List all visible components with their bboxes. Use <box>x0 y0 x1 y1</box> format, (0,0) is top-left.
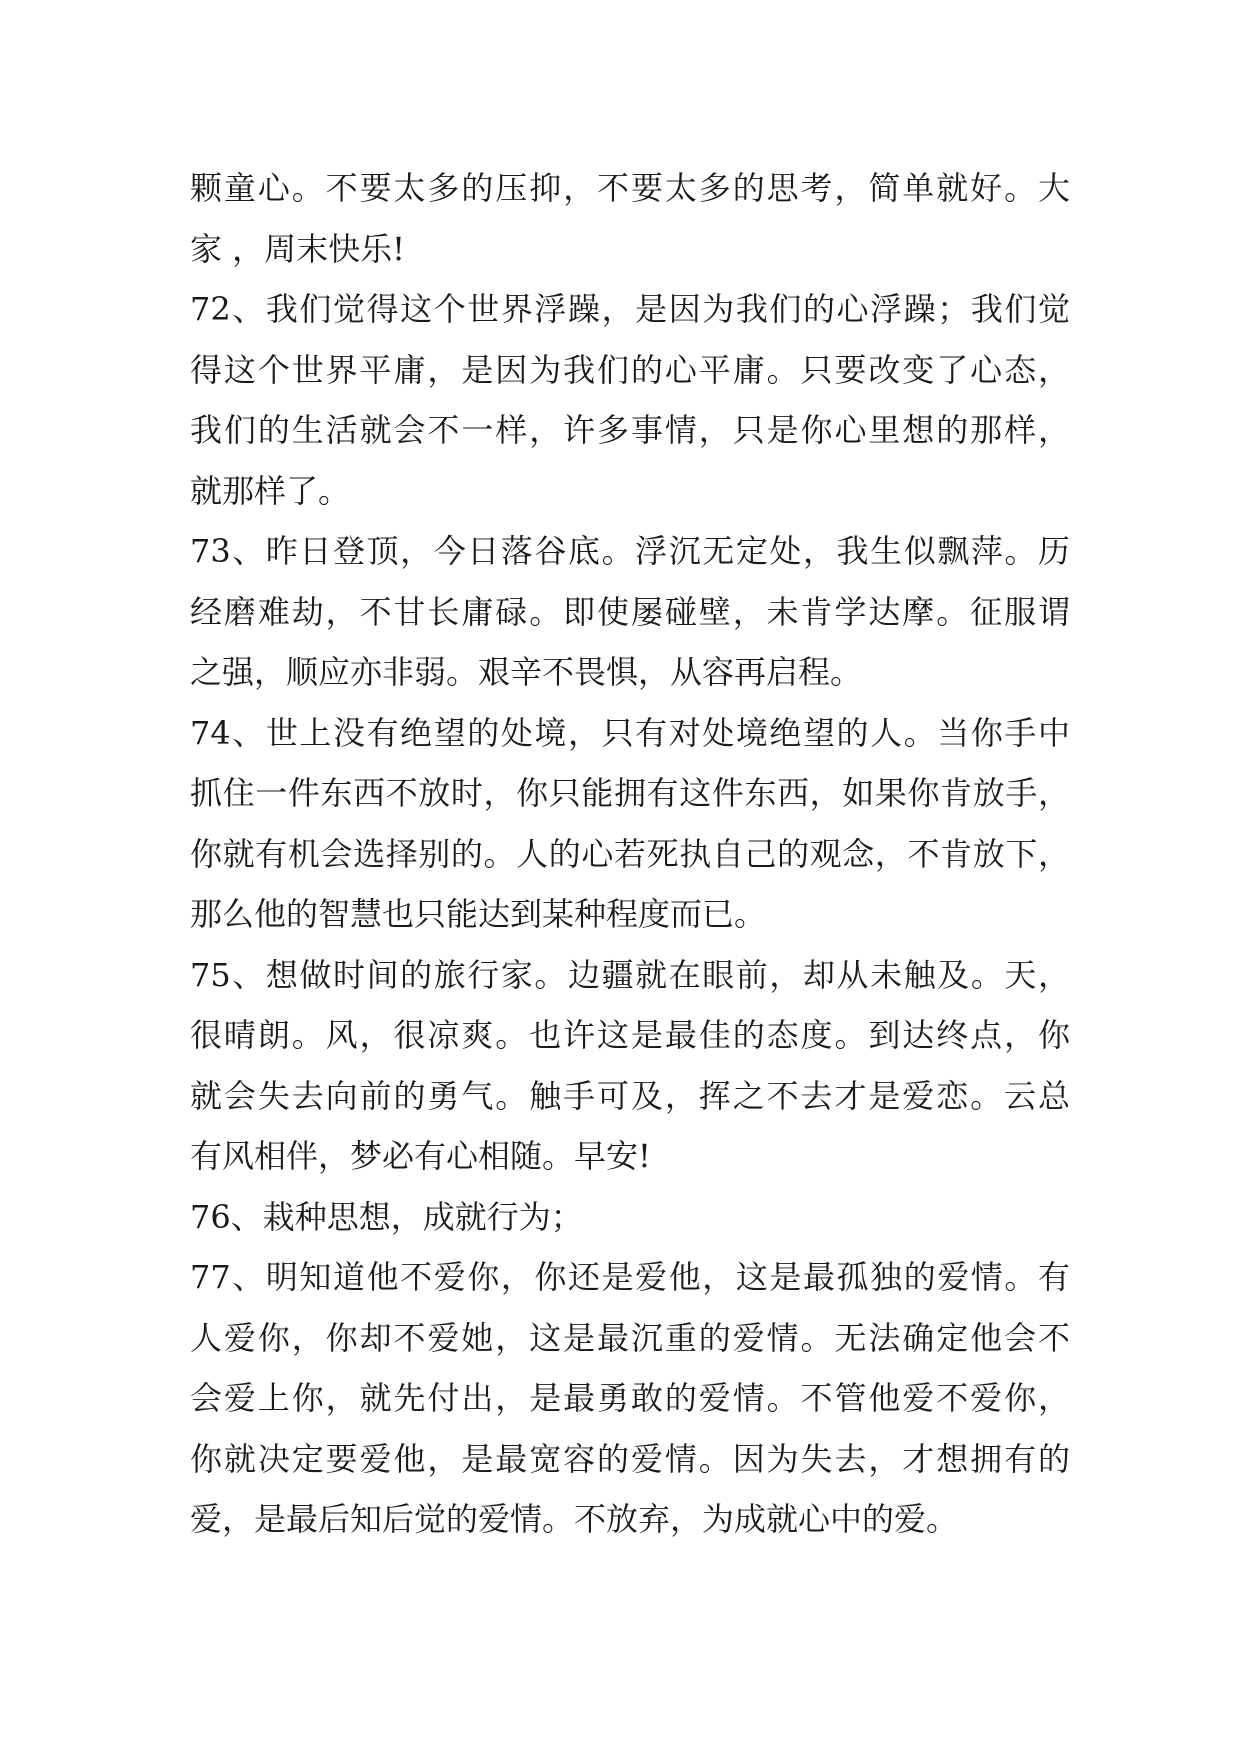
text-line: 73、昨日登顶，今日落谷底。浮沉无定处，我生似飘萍。历 <box>190 532 1070 570</box>
text-line: 我们的生活就会不一样，许多事情，只是你心里想的那样， <box>190 411 1070 449</box>
text-line: 就会失去向前的勇气。触手可及，挥之不去才是爱恋。云总 <box>190 1076 1070 1115</box>
text-line: 会爱上你，就先付出，是最勇敢的爱情。不管他爱不爱你， <box>190 1379 1070 1417</box>
text-line: 你就有机会选择别的。人的心若死执自己的观念，不肯放下， <box>190 834 1070 873</box>
text-line: 有风相伴，梦必有心相随。早安! <box>190 1137 651 1175</box>
text-line: 得这个世界平庸，是因为我们的心平庸。只要改变了心态， <box>190 350 1070 389</box>
text-line: 72、我们觉得这个世界浮躁，是因为我们的心浮躁；我们觉 <box>190 290 1070 328</box>
text-line: 就那样了。 <box>190 471 351 510</box>
text-line: 人爱你，你却不爱她，这是最沉重的爱情。无法确定他会不 <box>190 1318 1070 1357</box>
text-line: 很晴朗。风，很凉爽。也许这是最佳的态度。到达终点，你 <box>190 1016 1070 1054</box>
text-line: 76、栽种思想，成就行为； <box>190 1197 583 1236</box>
text-line: 经磨难劫，不甘长庸碌。即使屡碰壁，未肯学达摩。征服谓 <box>190 592 1070 631</box>
text-line: 77、明知道他不爱你，你还是爱他，这是最孤独的爱情。有 <box>190 1258 1070 1296</box>
text-line: 你就决定要爱他，是最宽容的爱情。因为失去，才想拥有的 <box>190 1439 1070 1478</box>
text-line: 那么他的智慧也只能达到某种程度而已。 <box>190 895 767 933</box>
text-line: 抓住一件东西不放时，你只能拥有这件东西，如果你肯放手， <box>190 774 1070 812</box>
text-line: 爱，是最后知后觉的爱情。不放弃，为成就心中的爱。 <box>190 1500 959 1538</box>
text-line: 颗童心。不要太多的压抑，不要太多的思考，简单就好。大 <box>190 169 1070 207</box>
text-line: 家 ，周末快乐! <box>190 229 406 268</box>
document-body <box>190 158 1070 1550</box>
text-line: 75、想做时间的旅行家。边疆就在眼前，却从未触及。天， <box>190 955 1070 994</box>
text-line: 之强，顺应亦非弱。艰辛不畏惧，从容再启程。 <box>190 653 863 691</box>
text-line: 74、世上没有绝望的处境，只有对处境绝望的人。当你手中 <box>190 713 1070 752</box>
